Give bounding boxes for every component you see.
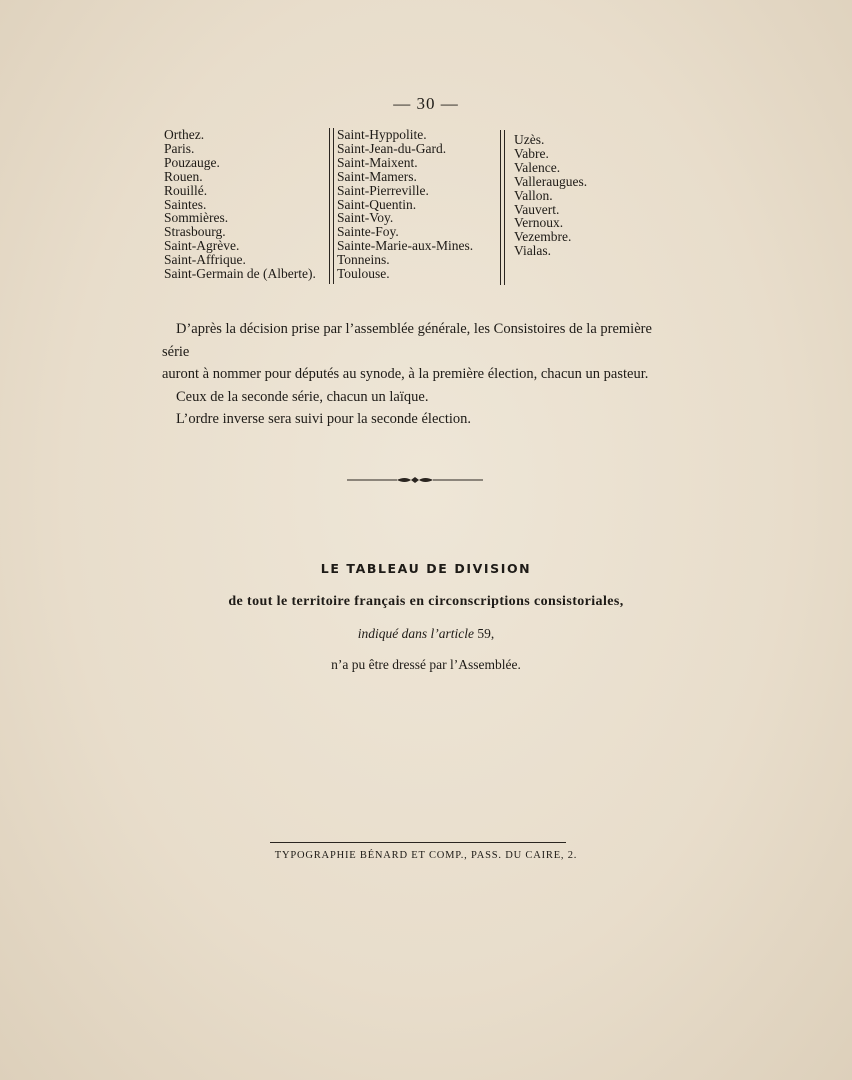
paragraph-line: auront à nommer pour députés au synode, à la première élection, chacun un pasteur. bbox=[162, 366, 649, 382]
consistory-name: Saint-Maixent. bbox=[337, 154, 418, 170]
reference-trail: , bbox=[490, 626, 495, 641]
consistory-name: Sainte-Foy. bbox=[337, 224, 399, 240]
consistory-name: Saint-Quentin. bbox=[337, 196, 417, 212]
consistory-name: Saint-Mamers. bbox=[337, 168, 417, 184]
consistory-name: Toulouse. bbox=[337, 266, 390, 282]
consistory-name: Saint-Germain de (Alberte). bbox=[164, 266, 316, 282]
paragraph-line: D’après la décision prise par l’assemblée générale, les Consistoires de la première série bbox=[162, 321, 652, 360]
consistory-name: Saint-Pierreville. bbox=[337, 182, 429, 198]
consistory-name: Saint-Jean-du-Gard. bbox=[337, 140, 447, 156]
consistory-name: Pouzauge. bbox=[164, 154, 220, 170]
consistory-name: Uzès. bbox=[514, 132, 545, 147]
section-note: n’a pu être dressé par l’Assemblée. bbox=[331, 657, 521, 672]
consistory-name: Rouillé. bbox=[164, 182, 208, 198]
ornamental-divider bbox=[347, 472, 483, 488]
consistory-name: Valleraugues. bbox=[514, 173, 588, 189]
consistory-name: Sommières. bbox=[164, 210, 229, 226]
article-reference bbox=[0, 626, 852, 642]
consistory-name: Paris. bbox=[164, 140, 195, 156]
consistory-column-1 bbox=[164, 128, 316, 281]
consistory-column-2 bbox=[337, 128, 473, 281]
consistory-name: Saintes. bbox=[164, 196, 207, 212]
consistory-name: Vabre. bbox=[514, 145, 549, 161]
consistory-name: Vezembre. bbox=[514, 229, 572, 245]
section-heading: LE TABLEAU DE DIVISION bbox=[320, 561, 532, 576]
consistory-name: Saint-Affrique. bbox=[164, 252, 246, 268]
reference-text: indiqué dans l’article bbox=[357, 626, 474, 641]
consistory-name: Saint-Voy. bbox=[337, 210, 394, 226]
section-subheading: de tout le territoire français en circonscriptions consistoriales, bbox=[228, 594, 624, 609]
consistory-name: Valence. bbox=[514, 159, 561, 175]
paragraph-line: Ceux de la seconde série, chacun un laïque. bbox=[176, 388, 429, 405]
consistory-name: Saint-Agrève. bbox=[164, 238, 240, 254]
consistory-name: Strasbourg. bbox=[164, 224, 226, 240]
column-divider bbox=[500, 130, 505, 285]
consistory-name: Saint-Hyppolite. bbox=[337, 127, 427, 142]
consistory-name: Rouen. bbox=[164, 168, 203, 184]
paragraph-line: L’ordre inverse sera suivi pour la seconde élection. bbox=[176, 411, 471, 427]
printer-imprint: TYPOGRAPHIE BÉNARD ET COMP., PASS. DU CAIRE, 2. bbox=[274, 850, 578, 861]
consistory-name: Vallon. bbox=[514, 187, 553, 203]
article-number: 59 bbox=[477, 626, 491, 641]
consistory-name: Tonneins. bbox=[337, 252, 390, 268]
consistory-column-3 bbox=[514, 133, 587, 258]
consistory-name: Vernoux. bbox=[514, 215, 564, 231]
column-divider bbox=[329, 128, 334, 284]
consistory-name: Vialas. bbox=[514, 243, 552, 259]
page-number: — 30 — bbox=[393, 94, 459, 113]
consistory-name: Orthez. bbox=[164, 127, 205, 142]
footer-rule bbox=[270, 842, 566, 843]
election-paragraph bbox=[162, 318, 682, 431]
consistory-name: Vauvert. bbox=[514, 201, 560, 217]
consistory-name: Sainte-Marie-aux-Mines. bbox=[337, 238, 474, 254]
